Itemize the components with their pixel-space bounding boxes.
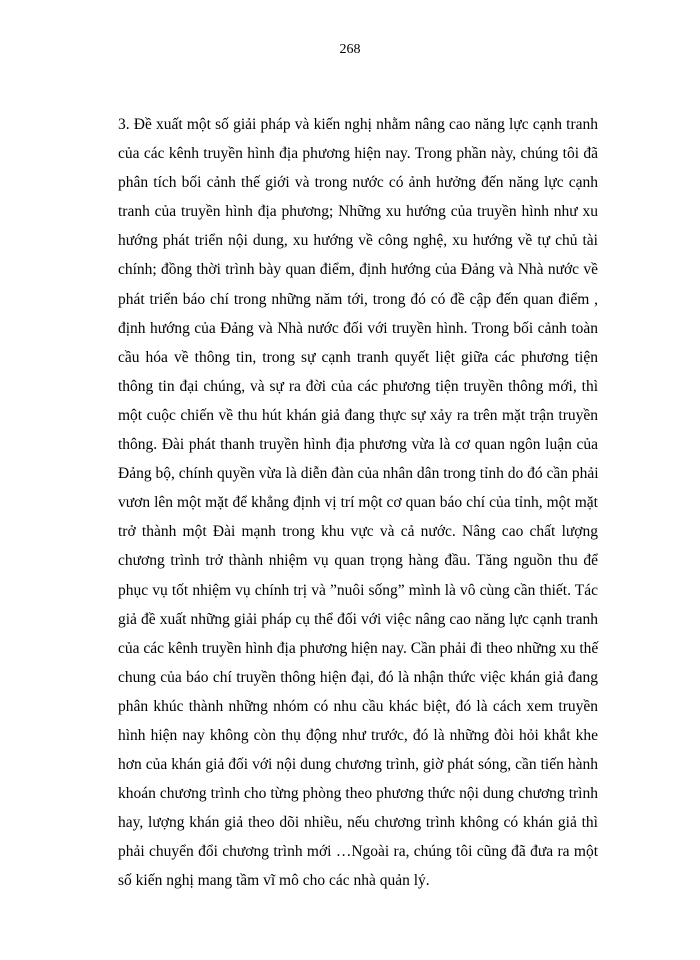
text-line: định hướng của Đảng và Nhà nước đối với truyền hình. Trong bối cảnh toàn xyxy=(118,319,598,337)
text-line: số kiến nghị mang tầm vĩ mô cho các nhà quản lý. xyxy=(118,872,430,890)
text-line: phải chuyển đổi chương trình mới …Ngoài ra, chúng tôi cũng đã đưa ra một xyxy=(118,843,598,861)
text-line: giả đề xuất những giải pháp cụ thể đối với việc nâng cao năng lực cạnh tranh xyxy=(118,610,598,628)
text-line: Đảng bộ, chính quyền vừa là diễn đàn của nhân dân trong tỉnh do đó cần phải xyxy=(118,465,599,483)
text-line: phân tích bối cảnh thế giới và trong nước có ảnh hưởng đến năng lực cạnh xyxy=(118,174,598,192)
text-line: chương trình trở thành nhiệm vụ quan trọng hàng đầu. Tăng nguồn thu để xyxy=(118,552,598,570)
text-line: 3. Đề xuất một số giải pháp và kiến nghị nhằm nâng cao năng lực cạnh tranh xyxy=(118,116,598,133)
text-line: trở thành một Đài mạnh trong khu vực và cả nước. Nâng cao chất lượng xyxy=(118,523,598,541)
text-line: phục vụ tốt nhiệm vụ chính trị và ”nuôi sống” mình là vô cùng cần thiết. Tác xyxy=(118,581,598,599)
text-line: chung của báo chí truyền thông hiện đại, đó là nhận thức việc khán giả đang xyxy=(118,668,598,686)
text-line: cầu hóa về thông tin, trong sự cạnh tranh quyết liệt giữa các phương tiện xyxy=(118,348,598,366)
text-line: một cuộc chiến về thu hút khán giả đang thực sự xảy ra trên mặt trận truyền xyxy=(118,406,598,424)
text-line: hay, lượng khán giả theo dõi nhiều, nếu chương trình không có khán giả thì xyxy=(118,814,598,832)
text-line: thông tin đại chúng, và sự ra đời của các phương tiện truyền thông mới, thì xyxy=(118,377,598,395)
text-line: phân khúc thành những nhóm có nhu cầu khác biệt, đó là cách xem truyền xyxy=(118,697,598,715)
text-line: hình hiện nay không còn thụ động như trước, đó là những đòi hỏi khắt khe xyxy=(118,726,598,744)
text-line: chính; đồng thời trình bày quan điểm, định hướng của Đảng và Nhà nước về xyxy=(118,261,598,279)
text-line: vươn lên một mặt để khẳng định vị trí một cơ quan báo chí của tỉnh, một mặt xyxy=(118,494,598,512)
body-paragraph xyxy=(118,110,598,896)
text-line: của các kênh truyền hình địa phương hiện nay. Trong phần này, chúng tôi đã xyxy=(118,145,598,163)
text-line: hơn của khán giả đối với nội dung chương trình, giờ phát sóng, cần tiến hành xyxy=(118,756,598,774)
text-line: của các kênh truyền hình địa phương hiện nay. Cần phải đi theo những xu thế xyxy=(118,639,599,657)
text-line: hướng phát triển nội dung, xu hướng về công nghệ, xu hướng về tự chủ tài xyxy=(118,232,598,250)
text-line: phát triển báo chí trong những năm tới, trong đó có đề cập đến quan điểm , xyxy=(118,290,598,308)
text-line: khoán chương trình cho từng phòng theo phương thức nội dung chương trình xyxy=(118,785,598,803)
text-line: tranh của truyền hình địa phương; Những xu hướng của truyền hình như xu xyxy=(118,203,598,221)
text-line: thông. Đài phát thanh truyền hình địa phương vừa là cơ quan ngôn luận của xyxy=(118,436,598,454)
page-number: 268 xyxy=(339,42,361,57)
